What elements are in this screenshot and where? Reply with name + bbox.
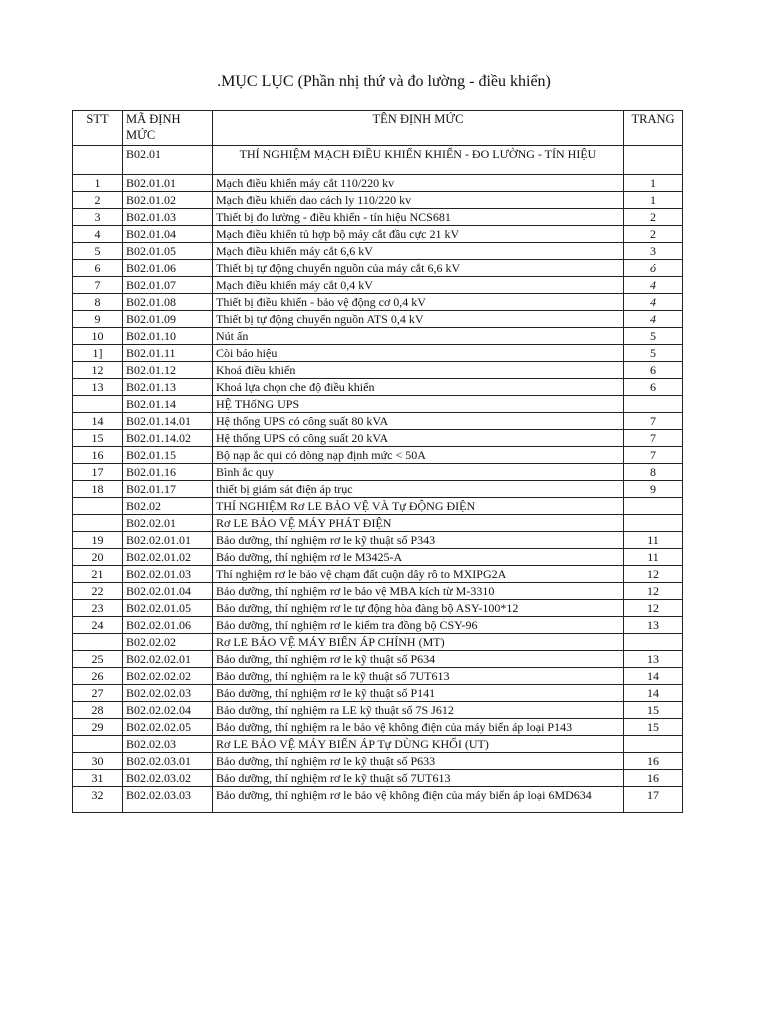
row-code: B02.02.01.03 xyxy=(123,566,213,583)
table-row xyxy=(73,260,683,277)
row-code: B02.02 xyxy=(123,498,213,515)
row-stt: 19 xyxy=(73,532,123,549)
table-row xyxy=(73,362,683,379)
row-page: 16 xyxy=(624,753,683,770)
row-code: B02.01.14.01 xyxy=(123,413,213,430)
row-name: Mạch điều khiển máy cắt 110/220 kv xyxy=(213,175,624,192)
table-row xyxy=(73,430,683,447)
row-stt: 10 xyxy=(73,328,123,345)
row-code: B02.01.08 xyxy=(123,294,213,311)
row-name: Thiết bị tự động chuyển nguồn của máy cắt 6,6 kV xyxy=(213,260,624,277)
row-stt: 21 xyxy=(73,566,123,583)
row-code: B02.01.17 xyxy=(123,481,213,498)
row-stt: 8 xyxy=(73,294,123,311)
row-page: 14 xyxy=(624,668,683,685)
table-row xyxy=(73,311,683,328)
row-code: B02.01.04 xyxy=(123,226,213,243)
row-stt: 1 xyxy=(73,175,123,192)
table-row xyxy=(73,651,683,668)
row-stt: 30 xyxy=(73,753,123,770)
table-row xyxy=(73,447,683,464)
row-name: Khoá lựa chọn che độ điều khiển xyxy=(213,379,624,396)
row-stt: 24 xyxy=(73,617,123,634)
header-stt: STT xyxy=(73,111,123,146)
row-name: Mạch điều khiển máy cắt 6,6 kV xyxy=(213,243,624,260)
row-stt xyxy=(73,396,123,413)
row-stt: 2 xyxy=(73,192,123,209)
row-code: B02.01.06 xyxy=(123,260,213,277)
table-row xyxy=(73,192,683,209)
page-title: .MỤC LỤC (Phần nhị thứ và đo lường - điều khiển) xyxy=(217,73,551,90)
row-code: B02.02.01.01 xyxy=(123,532,213,549)
row-stt: 4 xyxy=(73,226,123,243)
row-page xyxy=(624,396,683,413)
row-stt xyxy=(73,498,123,515)
row-page: 3 xyxy=(624,243,683,260)
table-row xyxy=(73,515,683,532)
row-stt: 28 xyxy=(73,702,123,719)
row-code: B02.02.02 xyxy=(123,634,213,651)
table-row xyxy=(73,146,683,175)
row-code: B02.02.02.01 xyxy=(123,651,213,668)
row-stt xyxy=(73,736,123,753)
header-page: TRANG xyxy=(624,111,683,146)
row-stt xyxy=(73,515,123,532)
row-page xyxy=(624,146,683,175)
row-page: 12 xyxy=(624,566,683,583)
row-page: 16 xyxy=(624,770,683,787)
row-page: 12 xyxy=(624,583,683,600)
row-code: B02.01.11 xyxy=(123,345,213,362)
row-code: B02.01.14 xyxy=(123,396,213,413)
row-code: B02.01.13 xyxy=(123,379,213,396)
row-stt: 23 xyxy=(73,600,123,617)
row-stt: 6 xyxy=(73,260,123,277)
row-code: B02.01 xyxy=(123,146,213,175)
table-row xyxy=(73,753,683,770)
row-stt: 1] xyxy=(73,345,123,362)
row-stt: 7 xyxy=(73,277,123,294)
row-name: Thiết bị đo lường - điều khiển - tín hiệu NCS681 xyxy=(213,209,624,226)
row-code: B02.01.01 xyxy=(123,175,213,192)
table-row xyxy=(73,685,683,702)
row-code: B02.01.09 xyxy=(123,311,213,328)
row-code: B02.01.07 xyxy=(123,277,213,294)
row-page xyxy=(624,515,683,532)
row-code: B02.02.03.03 xyxy=(123,787,213,813)
row-page: 2 xyxy=(624,226,683,243)
row-name: Nút ấn xyxy=(213,328,624,345)
table-row xyxy=(73,600,683,617)
table-row xyxy=(73,379,683,396)
row-page: 13 xyxy=(624,617,683,634)
row-page: ó xyxy=(624,260,683,277)
row-code: B02.01.05 xyxy=(123,243,213,260)
table-row xyxy=(73,583,683,600)
header-name: TÊN ĐỊNH MỨC xyxy=(213,111,624,146)
row-name: Rơ LE BẢO VỆ MÁY PHÁT ĐIỆN xyxy=(213,515,624,532)
row-name: Bảo dưỡng, thí nghiệm rơ le kỹ thuật số P634 xyxy=(213,651,624,668)
table-row xyxy=(73,770,683,787)
row-name: Bộ nạp ắc qui có dòng nạp định mức < 50A xyxy=(213,447,624,464)
row-name: THÍ NGHIỆM MẠCH ĐIỀU KHIỂN KHIỂN - ĐO LƯỜNG - TÍN HIỆU xyxy=(213,146,624,175)
table-row xyxy=(73,243,683,260)
row-name: Hệ thống UPS có công suất 80 kVA xyxy=(213,413,624,430)
table-row xyxy=(73,328,683,345)
row-code: B02.01.12 xyxy=(123,362,213,379)
row-stt: 12 xyxy=(73,362,123,379)
row-name: Bảo dưỡng, thí nghiệm rơ le tự động hòa đàng bộ ASY-100*12 xyxy=(213,600,624,617)
row-page: 17 xyxy=(624,787,683,813)
row-stt: 29 xyxy=(73,719,123,736)
table-row xyxy=(73,498,683,515)
row-name: Mạch điều khiển tủ hợp bộ máy cắt đầu cực 21 kV xyxy=(213,226,624,243)
table-row xyxy=(73,175,683,192)
row-name: Bảo dưỡng, thí nghiệm rơ le kỹ thuật số 7UT613 xyxy=(213,770,624,787)
row-stt: 32 xyxy=(73,787,123,813)
row-code: B02.01.15 xyxy=(123,447,213,464)
table-row xyxy=(73,481,683,498)
row-code: B02.02.03 xyxy=(123,736,213,753)
row-page: 15 xyxy=(624,702,683,719)
row-name: thiết bị giám sát điện áp trục xyxy=(213,481,624,498)
row-code: B02.02.03.02 xyxy=(123,770,213,787)
row-page: 7 xyxy=(624,447,683,464)
row-name: THÍ NGHIỆM Rơ LE BẢO VỆ VÀ Tự ĐỘNG ĐIỆN xyxy=(213,498,624,515)
row-stt: 16 xyxy=(73,447,123,464)
row-name: Rơ LE BẢO VỆ MÁY BIẾN ÁP CHÍNH (MT) xyxy=(213,634,624,651)
row-name: Mạch điều khiển máy cắt 0,4 kV xyxy=(213,277,624,294)
table-row xyxy=(73,617,683,634)
row-page: 1 xyxy=(624,192,683,209)
row-name: Bình ắc quy xyxy=(213,464,624,481)
row-stt: 18 xyxy=(73,481,123,498)
row-stt: 13 xyxy=(73,379,123,396)
table-row xyxy=(73,209,683,226)
row-page: 6 xyxy=(624,362,683,379)
row-stt: 31 xyxy=(73,770,123,787)
table-row xyxy=(73,277,683,294)
row-name: Rơ LE BẢO VỆ MÁY BIẾN ÁP Tự DÙNG KHỐI (UT) xyxy=(213,736,624,753)
row-code: B02.02.02.04 xyxy=(123,702,213,719)
row-page: 14 xyxy=(624,685,683,702)
row-name: Còi báo hiệu xyxy=(213,345,624,362)
row-page xyxy=(624,736,683,753)
row-page: 9 xyxy=(624,481,683,498)
row-name: Hệ thống UPS có công suất 20 kVA xyxy=(213,430,624,447)
row-name: Bảo dưỡng, thí nghiệm rơ le M3425-A xyxy=(213,549,624,566)
row-page: 5 xyxy=(624,328,683,345)
row-page: 6 xyxy=(624,379,683,396)
table-row xyxy=(73,413,683,430)
row-name: Bảo dưỡng, thí nghiệm rơ le bảo vệ MBA kích từ M-3310 xyxy=(213,583,624,600)
table-row xyxy=(73,668,683,685)
row-page: 12 xyxy=(624,600,683,617)
row-page: 4 xyxy=(624,294,683,311)
row-page: 7 xyxy=(624,413,683,430)
row-code: B02.02.03.01 xyxy=(123,753,213,770)
row-code: B02.01.16 xyxy=(123,464,213,481)
row-name: Bảo dưỡng, thí nghiệm ra le kỹ thuật số 7UT613 xyxy=(213,668,624,685)
row-stt: 14 xyxy=(73,413,123,430)
row-page: 11 xyxy=(624,532,683,549)
row-code: B02.01.10 xyxy=(123,328,213,345)
table-row xyxy=(73,787,683,813)
row-code: B02.02.01.05 xyxy=(123,600,213,617)
row-page: 11 xyxy=(624,549,683,566)
row-code: B02.02.02.03 xyxy=(123,685,213,702)
row-code: B02.01.03 xyxy=(123,209,213,226)
row-stt: 25 xyxy=(73,651,123,668)
table-row xyxy=(73,396,683,413)
row-code: B02.01.14.02 xyxy=(123,430,213,447)
table-row xyxy=(73,719,683,736)
row-page: 4 xyxy=(624,311,683,328)
row-stt xyxy=(73,634,123,651)
row-stt: 3 xyxy=(73,209,123,226)
row-name: Bảo dưỡng, thí nghiệm ra le bảo vệ không điện của máy biến áp loại P143 xyxy=(213,719,624,736)
row-stt xyxy=(73,146,123,175)
row-name: Mạch điều khiển dao cách ly 110/220 kv xyxy=(213,192,624,209)
row-name: Bảo dưỡng, thí nghiệm rơ le kỹ thuật số P343 xyxy=(213,532,624,549)
row-code: B02.02.02.05 xyxy=(123,719,213,736)
row-code: B02.02.01 xyxy=(123,515,213,532)
row-stt: 20 xyxy=(73,549,123,566)
row-page xyxy=(624,634,683,651)
row-stt: 9 xyxy=(73,311,123,328)
row-page: 1 xyxy=(624,175,683,192)
table-header-row xyxy=(73,111,683,146)
row-code: B02.02.02.02 xyxy=(123,668,213,685)
row-name: Thí nghiệm rơ le bảo vệ chạm đất cuộn dây rô to MXIPG2A xyxy=(213,566,624,583)
row-name: HỆ THốNG UPS xyxy=(213,396,624,413)
row-name: Bảo dưỡng, thí nghiệm rơ le bảo vệ không điện của máy biến áp loại 6MD634 xyxy=(213,787,624,813)
row-page: 4 xyxy=(624,277,683,294)
row-page: 8 xyxy=(624,464,683,481)
row-stt: 15 xyxy=(73,430,123,447)
table-row xyxy=(73,566,683,583)
row-name: Bảo dưỡng, thí nghiệm ra LE kỹ thuật số 7S J612 xyxy=(213,702,624,719)
row-page: 5 xyxy=(624,345,683,362)
row-page: 13 xyxy=(624,651,683,668)
row-code: B02.01.02 xyxy=(123,192,213,209)
row-page: 7 xyxy=(624,430,683,447)
row-stt: 17 xyxy=(73,464,123,481)
table-row xyxy=(73,464,683,481)
toc-body xyxy=(73,146,683,813)
table-row xyxy=(73,736,683,753)
row-stt: 27 xyxy=(73,685,123,702)
table-row xyxy=(73,549,683,566)
row-page: 2 xyxy=(624,209,683,226)
row-code: B02.02.01.04 xyxy=(123,583,213,600)
row-code: B02.02.01.06 xyxy=(123,617,213,634)
row-page: 15 xyxy=(624,719,683,736)
table-row xyxy=(73,702,683,719)
row-stt: 22 xyxy=(73,583,123,600)
table-row xyxy=(73,345,683,362)
row-name: Bảo dưỡng, thí nghiệm rơ le kiểm tra đồng bộ CSY-96 xyxy=(213,617,624,634)
row-name: Bảo dưỡng, thí nghiệm rơ le kỹ thuật số P141 xyxy=(213,685,624,702)
row-name: Bảo dưỡng, thí nghiệm rơ le kỹ thuật số P633 xyxy=(213,753,624,770)
row-name: Thiết bị điều khiển - bảo vệ động cơ 0,4 kV xyxy=(213,294,624,311)
header-code: MÃ ĐỊNH MỨC xyxy=(123,111,213,146)
row-stt: 5 xyxy=(73,243,123,260)
table-row xyxy=(73,294,683,311)
row-stt: 26 xyxy=(73,668,123,685)
toc-table xyxy=(72,110,683,813)
row-name: Thiết bị tự động chuyển nguồn ATS 0,4 kV xyxy=(213,311,624,328)
row-name: Khoá điều khiển xyxy=(213,362,624,379)
table-row xyxy=(73,634,683,651)
row-page xyxy=(624,498,683,515)
row-code: B02.02.01.02 xyxy=(123,549,213,566)
table-row xyxy=(73,532,683,549)
table-row xyxy=(73,226,683,243)
